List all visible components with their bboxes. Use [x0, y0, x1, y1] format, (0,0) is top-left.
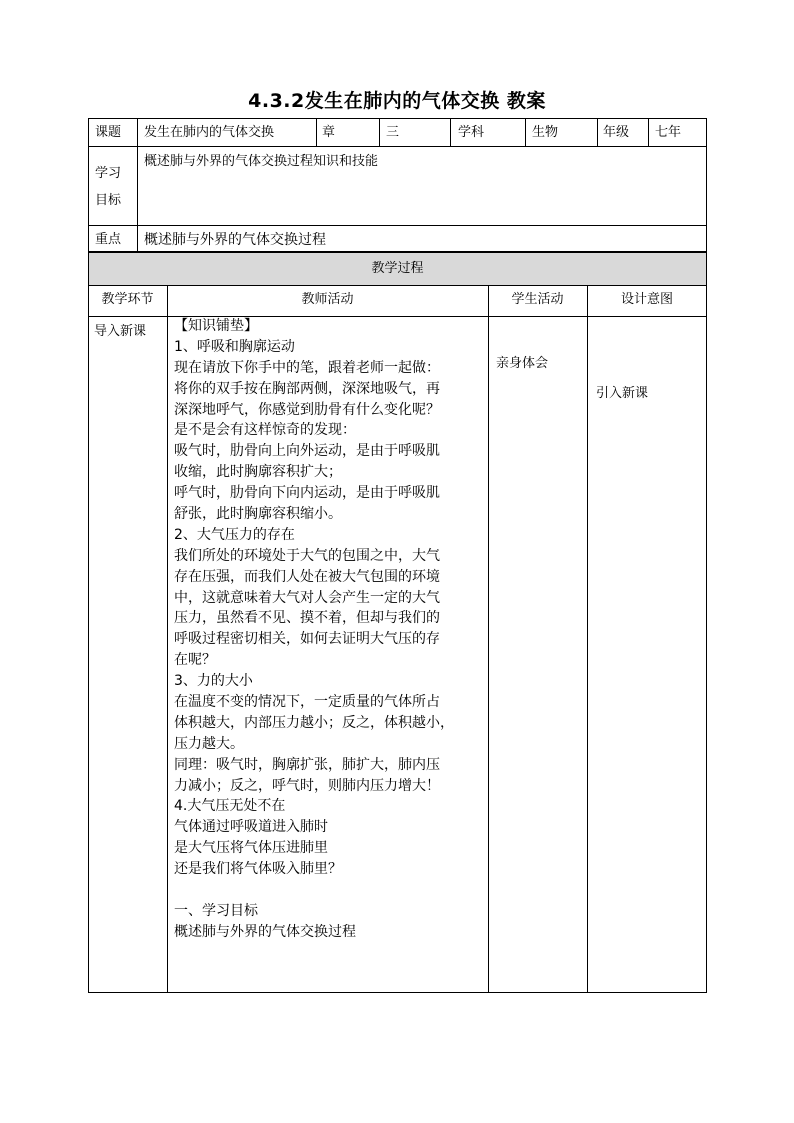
grade-label: 年级 — [603, 125, 630, 140]
column-header-stage: 教学环节 — [101, 292, 154, 307]
teacher-activity-line: 压力越大。 — [174, 735, 244, 752]
teacher-activity-line: 2、大气压力的存在 — [174, 526, 295, 543]
page-title: 4.3.2发生在肺内的气体交换 教案 — [248, 90, 546, 112]
process-header: 教学过程 — [371, 261, 424, 276]
grade-value: 七年 — [655, 125, 682, 140]
keypoint-value: 概述肺与外界的气体交换过程 — [144, 232, 326, 248]
teacher-activity-line: 气体通过呼吸道进入肺时 — [174, 819, 328, 836]
teacher-activity-line: 在温度不变的情况下，一定质量的气体所占 — [174, 694, 440, 711]
teacher-activity-line: 将你的双手按在胸部两侧，深深地吸气，再 — [174, 380, 440, 397]
teacher-activity-line: 4.大气压无处不在 — [174, 798, 286, 815]
chapter-value: 三 — [386, 125, 400, 140]
teacher-activity-line: 3、力的大小 — [174, 673, 253, 690]
teacher-activity-line: 体积越大，内部压力越小；反之，体积越小， — [174, 714, 454, 731]
intent-cell: 引入新课 — [596, 386, 649, 401]
teacher-activity-line: 现在请放下你手中的笔，跟着老师一起做： — [174, 359, 440, 376]
divider — [88, 285, 707, 286]
teacher-activity-line: 概述肺与外界的气体交换过程 — [174, 923, 356, 940]
objective-label: 目标 — [95, 193, 122, 208]
teacher-activity-line: 是不是会有这样惊奇的发现： — [174, 422, 356, 439]
divider — [450, 118, 451, 146]
divider — [488, 285, 489, 993]
teacher-activity-line: 深深地呼气，你感觉到肋骨有什么变化呢？ — [174, 401, 440, 418]
chapter-label: 章 — [322, 125, 336, 140]
topic-label: 课题 — [95, 125, 122, 140]
stage-cell: 导入新课 — [94, 324, 147, 339]
column-header-intent: 设计意图 — [620, 292, 673, 307]
column-header-teacher: 教师活动 — [301, 292, 354, 307]
divider — [379, 118, 380, 146]
teacher-activity-line: 收缩，此时胸廓容积扩大； — [174, 464, 342, 481]
teacher-activity-line: 中，这就意味着大气对人会产生一定的大气 — [174, 589, 440, 606]
objective-value: 概述肺与外界的气体交换过程知识和技能 — [144, 154, 379, 169]
teacher-activity-line: 还是我们将气体吸入肺里？ — [174, 861, 342, 878]
teacher-activity-line: 呼吸过程密切相关，如何去证明大气压的存 — [174, 631, 440, 648]
divider — [88, 225, 707, 226]
teacher-activity-line: 在呢？ — [174, 652, 216, 669]
teacher-activity-line: 存在压强，而我们人处在被大气包围的环境 — [174, 568, 440, 585]
divider — [597, 118, 598, 146]
teacher-activity-line: 吸气时，肋骨向上向外运动，是由于呼吸肌 — [174, 443, 440, 460]
column-header-student: 学生活动 — [511, 292, 564, 307]
divider — [137, 118, 138, 252]
divider — [167, 285, 168, 993]
teacher-activity-line: 舒张，此时胸廓容积缩小。 — [174, 506, 342, 523]
teacher-activity-line: 压力，虽然看不见、摸不着，但却与我们的 — [174, 610, 440, 627]
teacher-activity-line: 我们所处的环境处于大气的包围之中，大气 — [174, 547, 440, 564]
subject-value: 生物 — [532, 125, 559, 140]
student-activity-cell: 亲身体会 — [496, 356, 549, 371]
teacher-activity-line: 【知识铺垫】 — [174, 318, 258, 334]
teacher-activity-line: 是大气压将气体压进肺里 — [174, 840, 328, 857]
teacher-activity-line: 呼气时，肋骨向下向内运动，是由于呼吸肌 — [174, 485, 440, 502]
teacher-activity-text — [174, 316, 454, 943]
teacher-activity-line: 力减小；反之，呼气时，则肺内压力增大！ — [174, 777, 440, 794]
objective-label: 学习 — [95, 166, 122, 181]
teacher-activity-line: 1、呼吸和胸廓运动 — [174, 338, 295, 355]
topic-value: 发生在肺内的气体交换 — [144, 125, 275, 140]
divider — [525, 118, 526, 146]
divider — [88, 146, 707, 147]
teacher-activity-line: 一、学习目标 — [174, 902, 258, 919]
teacher-activity-line: 同理：吸气时，胸廓扩张，肺扩大，肺内压 — [174, 756, 440, 773]
teacher-activity-line — [174, 880, 454, 901]
divider — [648, 118, 649, 146]
subject-label: 学科 — [458, 125, 485, 140]
keypoint-label: 重点 — [95, 232, 122, 247]
divider — [587, 285, 588, 993]
divider — [316, 118, 317, 146]
